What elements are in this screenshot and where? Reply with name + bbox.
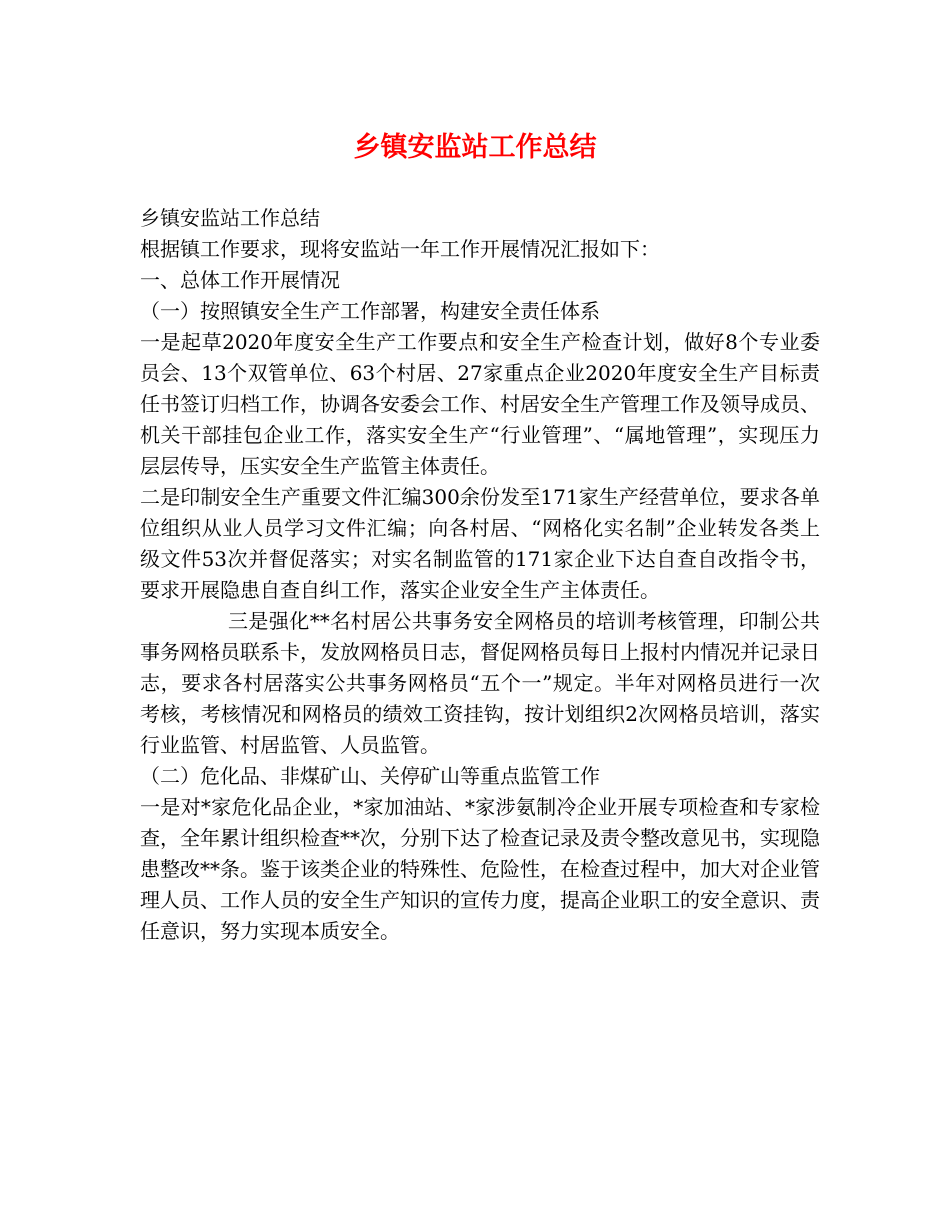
subsection-heading-responsibility: （一）按照镇安全生产工作部署，构建安全责任体系 [140, 299, 600, 323]
document-body [140, 203, 820, 947]
paragraph-item-two: 二是印制安全生产重要文件汇编300余份发至171家生产经营单位，要求各单位组织从业人员学习文件汇编；向各村居、“网格化实名制”企业转发各类上级文件53次并督促落实；对实名制监管的171家企业下达自查自改指令书，要求开展隐患自查自纠工作，落实企业安全生产主体责任。 [140, 485, 820, 602]
paragraph-item-three: 三是强化**名村居公共事务安全网格员的培训考核管理，印制公共事务网格员联系卡，发放网格员日志，督促网格员每日上报村内情况并记录日志，要求各村居落实公共事务网格员“五个一”规定。半年对网格员进行一次考核，考核情况和网格员的绩效工资挂钩，按计划组织2次网格员培训，落实行业监管、村居监管、人员监管。 [140, 609, 820, 757]
subsection-heading-key-supervision: （二）危化品、非煤矿山、关停矿山等重点监管工作 [140, 764, 600, 788]
paragraph-item-one: 一是起草2020年度安全生产工作要点和安全生产检查计划，做好8个专业委员会、13个双管单位、63个村居、27家重点企业2020年度安全生产目标责任书签订归档工作，协调各安委会工作、村居安全生产管理工作及领导成员、机关干部挂包企业工作，落实安全生产“行业管理”、“属地管理”，实现压力层层传导，压实安全生产监管主体责任。 [140, 330, 820, 478]
document-title: 乡镇安监站工作总结 [353, 132, 597, 163]
section-heading-overall: 一、总体工作开展情况 [140, 268, 340, 292]
paragraph-intro: 根据镇工作要求，现将安监站一年工作开展情况汇报如下： [140, 237, 660, 261]
paragraph-hazardous-chemicals: 一是对*家危化品企业，*家加油站、*家涉氨制冷企业开展专项检查和专家检查，全年累计组织检查**次，分别下达了检查记录及责令整改意见书，实现隐患整改**条。鉴于该类企业的特殊性、危险性，在检查过程中，加大对企业管理人员、工作人员的安全生产知识的宣传力度，提高企业职工的安全意识、责任意识，努力实现本质安全。 [140, 795, 820, 943]
paragraph-heading-repeat: 乡镇安监站工作总结 [140, 206, 320, 230]
